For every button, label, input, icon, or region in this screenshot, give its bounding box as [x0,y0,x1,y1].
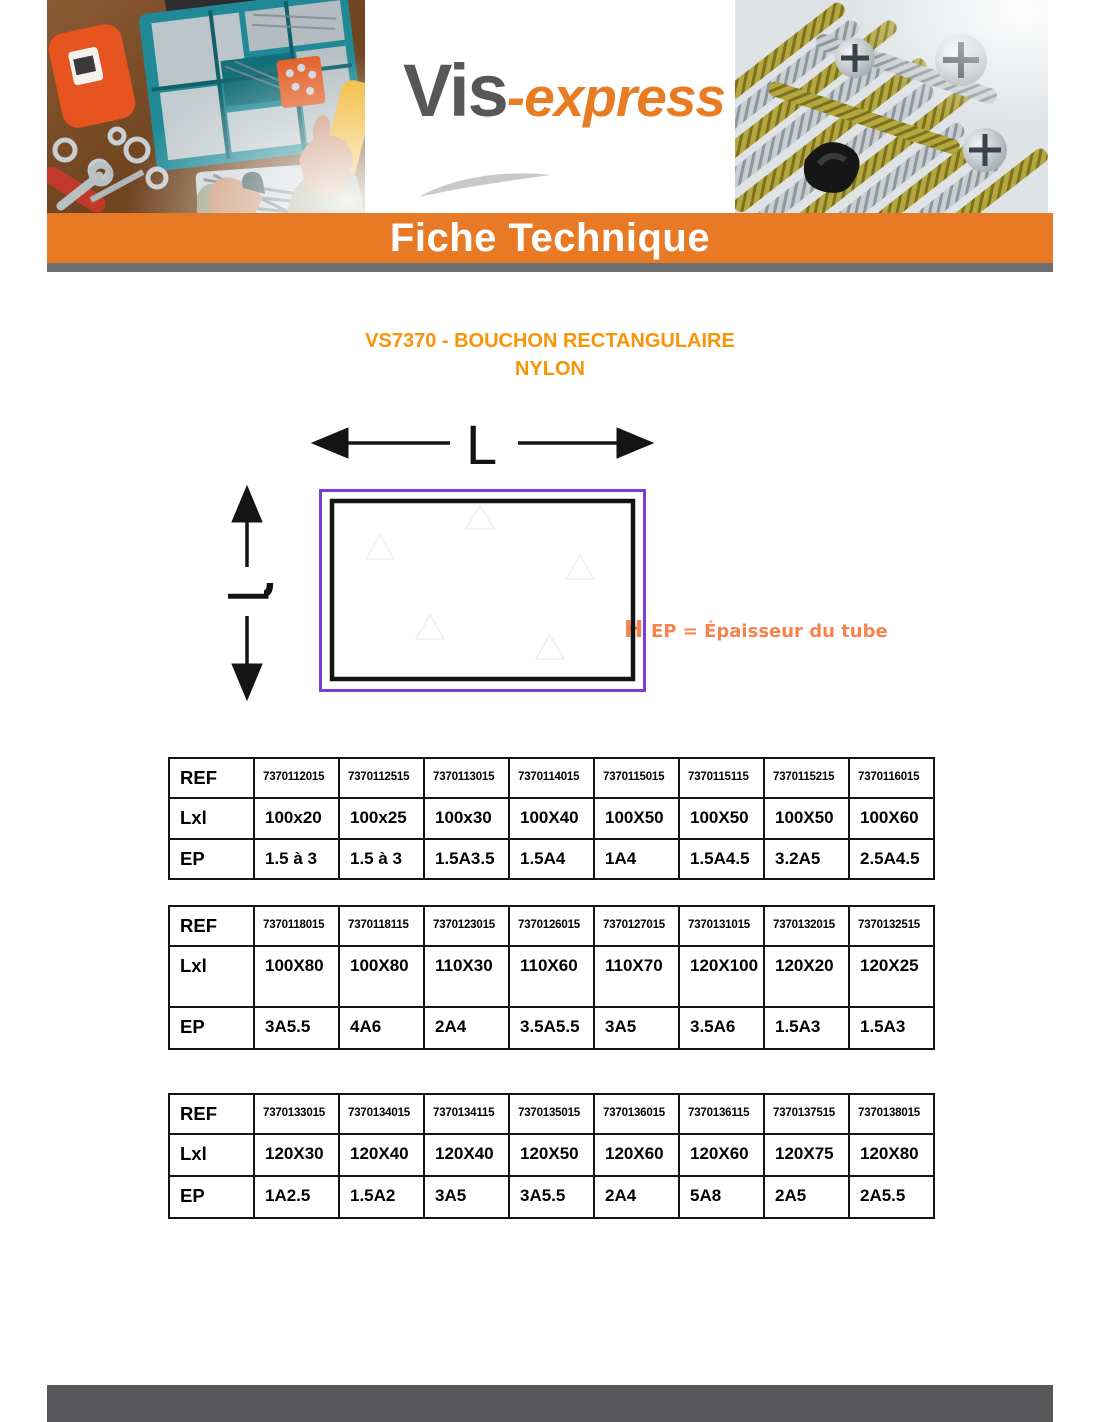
row-label-ep: EP [169,1176,254,1218]
ref-cell: 7370115215 [764,758,849,798]
tube-cap-diagram [180,405,720,720]
lxl-cell: 120X30 [254,1134,339,1176]
logo-swoosh [415,168,555,200]
length-label: L [466,413,498,476]
ref-cell: 7370116015 [849,758,934,798]
ref-cell: 7370118015 [254,906,339,946]
ep-note: EP = Épaisseur du tube [651,621,888,642]
row-label-ref: REF [169,758,254,798]
logo-area [365,0,735,213]
ep-cell: 1A2.5 [254,1176,339,1218]
ep-cell: 3.5A5.5 [509,1007,594,1049]
ref-cell: 7370137515 [764,1094,849,1134]
ep-cell: 3A5.5 [509,1176,594,1218]
lxl-cell: 100X60 [849,798,934,839]
table-row-lxl [169,798,934,839]
lxl-cell: 120X40 [424,1134,509,1176]
product-title-line1: VS7370 - BOUCHON RECTANGULAIRE [365,330,735,352]
table-row-ep [169,1176,934,1218]
ep-cell: 2.5A4.5 [849,839,934,879]
ep-cell: 1.5A2 [339,1176,424,1218]
lxl-cell: 120X25 [849,946,934,1007]
ep-cell: 1.5A4 [509,839,594,879]
screws-photo [735,0,1048,213]
table-row-lxl [169,1134,934,1176]
ref-cell: 7370112015 [254,758,339,798]
ref-cell: 7370112515 [339,758,424,798]
table-row-ep [169,839,934,879]
ep-cell: 1.5A4.5 [679,839,764,879]
banner-title: Fiche Technique [389,215,711,260]
lxl-cell: 120X40 [339,1134,424,1176]
row-label-ref: REF [169,1094,254,1134]
ep-cell: 3A5 [594,1007,679,1049]
lxl-cell: 100x20 [254,798,339,839]
ep-cell: 3A5.5 [254,1007,339,1049]
height-label: H [624,617,644,643]
lxl-cell: 100x30 [424,798,509,839]
fiche-technique-banner [47,213,1053,263]
lxl-cell: 100X80 [254,946,339,1007]
ref-cell: 7370113015 [424,758,509,798]
workbench-photo [47,0,365,213]
row-label-ep: EP [169,1007,254,1049]
ep-cell: 2A5.5 [849,1176,934,1218]
ep-cell: 2A4 [594,1176,679,1218]
width-label-hook [264,583,270,594]
lxl-cell: 110X70 [594,946,679,1007]
ref-cell: 7370135015 [509,1094,594,1134]
row-label-lxl: Lxl [169,798,254,839]
logo-text-vis: Vis [403,49,507,132]
row-label-lxl: Lxl [169,946,254,1007]
lxl-cell: 100X40 [509,798,594,839]
ref-cell: 7370138015 [849,1094,934,1134]
header-divider [47,263,1053,272]
lxl-cell: 120X20 [764,946,849,1007]
ref-cell: 7370133015 [254,1094,339,1134]
lxl-cell: 120X80 [849,1134,934,1176]
lxl-cell: 110X60 [509,946,594,1007]
ref-cell: 7370134115 [424,1094,509,1134]
screws-photo-art [735,0,1048,213]
row-label-ep: EP [169,839,254,879]
ep-cell: 2A5 [764,1176,849,1218]
ref-cell: 7370132015 [764,906,849,946]
watermark-pattern [366,505,594,659]
ref-cell: 7370115015 [594,758,679,798]
ref-cell: 7370134015 [339,1094,424,1134]
workbench-photo-art [47,0,365,213]
ep-cell: 2A4 [424,1007,509,1049]
lxl-cell: 120X50 [509,1134,594,1176]
ep-cell: 3.5A6 [679,1007,764,1049]
ep-cell: 1.5 à 3 [254,839,339,879]
lxl-cell: 100X80 [339,946,424,1007]
spec-table-3 [168,1093,935,1219]
width-label: l [216,590,279,603]
ref-cell: 7370127015 [594,906,679,946]
ep-cell: 1.5A3 [764,1007,849,1049]
ref-cell: 7370131015 [679,906,764,946]
lxl-cell: 100x25 [339,798,424,839]
lxl-cell: 120X60 [594,1134,679,1176]
ep-cell: 4A6 [339,1007,424,1049]
lxl-cell: 120X60 [679,1134,764,1176]
table-row-ep [169,1007,934,1049]
table-row-ref [169,758,934,798]
cap-outer-rect [321,491,645,691]
logo-text-express: -express [506,66,726,128]
ep-cell: 1A4 [594,839,679,879]
lxl-cell: 120X75 [764,1134,849,1176]
row-label-ref: REF [169,906,254,946]
ref-cell: 7370115115 [679,758,764,798]
cap-inner-rect [332,501,633,679]
ref-cell: 7370132515 [849,906,934,946]
ep-cell: 1.5 à 3 [339,839,424,879]
footer-bar [47,1385,1053,1422]
table-row-ref [169,906,934,946]
table-row-lxl [169,946,934,1007]
ref-cell: 7370126015 [509,906,594,946]
row-label-lxl: Lxl [169,1134,254,1176]
spec-table-2 [168,905,935,1050]
lxl-cell: 100X50 [764,798,849,839]
ref-cell: 7370136115 [679,1094,764,1134]
ref-cell: 7370118115 [339,906,424,946]
table-row-ref [169,1094,934,1134]
ref-cell: 7370136015 [594,1094,679,1134]
spec-table-1 [168,757,935,880]
lxl-cell: 100X50 [679,798,764,839]
ref-cell: 7370114015 [509,758,594,798]
ep-cell: 3.2A5 [764,839,849,879]
product-title-line2: NYLON [515,358,585,380]
vis-express-logo [403,48,725,133]
ep-cell: 5A8 [679,1176,764,1218]
lxl-cell: 120X100 [679,946,764,1007]
ep-cell: 1.5A3.5 [424,839,509,879]
product-title [0,327,1100,383]
lxl-cell: 100X50 [594,798,679,839]
ep-cell: 1.5A3 [849,1007,934,1049]
lxl-cell: 110X30 [424,946,509,1007]
ep-cell: 3A5 [424,1176,509,1218]
ref-cell: 7370123015 [424,906,509,946]
